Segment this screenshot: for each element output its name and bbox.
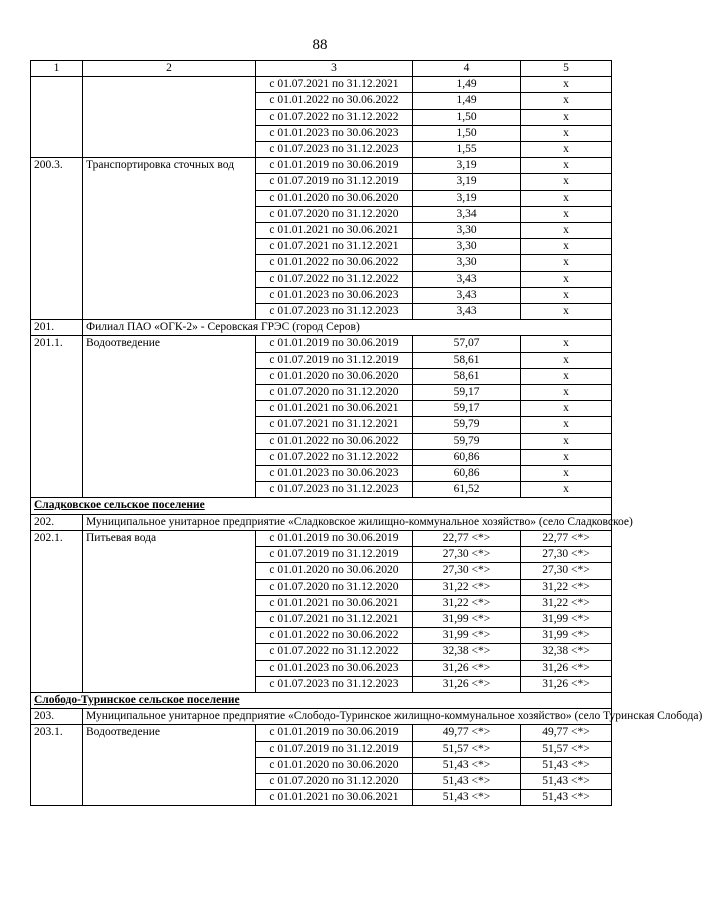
tariff-value-cell: 22,77 <*> [413, 530, 521, 546]
period-cell: с 01.07.2022 по 31.12.2022 [256, 109, 413, 125]
period-cell: с 01.01.2019 по 30.06.2019 [256, 158, 413, 174]
tariff-value-vat-cell: х [521, 368, 612, 384]
tariff-value-cell: 3,30 [413, 255, 521, 271]
period-cell: с 01.01.2019 по 30.06.2019 [256, 336, 413, 352]
section-title: Слободо-Туринское сельское поселение [31, 692, 612, 708]
period-cell: с 01.07.2021 по 31.12.2021 [256, 77, 413, 93]
section-row [31, 692, 612, 708]
row-number: 202.1. [31, 530, 83, 692]
tariff-value-vat-cell: 31,26 <*> [521, 676, 612, 692]
period-cell: с 01.01.2022 по 30.06.2022 [256, 433, 413, 449]
tariff-value-vat-cell: 51,43 <*> [521, 773, 612, 789]
period-cell: с 01.01.2019 по 30.06.2019 [256, 530, 413, 546]
service-name: Питьевая вода [83, 530, 256, 692]
tariff-value-cell: 58,61 [413, 368, 521, 384]
tariff-value-vat-cell: 31,99 <*> [521, 611, 612, 627]
tariff-row [31, 530, 612, 546]
row-number: 201.1. [31, 336, 83, 498]
tariff-value-cell: 3,19 [413, 174, 521, 190]
tariff-value-cell: 31,26 <*> [413, 660, 521, 676]
period-cell: с 01.07.2021 по 31.12.2021 [256, 611, 413, 627]
tariff-value-vat-cell: 51,43 <*> [521, 790, 612, 806]
period-cell: с 01.07.2020 по 31.12.2020 [256, 579, 413, 595]
tariff-value-cell: 1,50 [413, 125, 521, 141]
tariff-value-vat-cell: х [521, 255, 612, 271]
tariff-value-cell: 59,79 [413, 433, 521, 449]
period-cell: с 01.07.2021 по 31.12.2021 [256, 239, 413, 255]
tariff-value-cell: 60,86 [413, 449, 521, 465]
tariff-value-cell: 3,34 [413, 206, 521, 222]
period-cell: с 01.01.2021 по 30.06.2021 [256, 401, 413, 417]
tariff-value-vat-cell: х [521, 174, 612, 190]
period-cell: с 01.07.2022 по 31.12.2022 [256, 271, 413, 287]
tariff-value-vat-cell: 31,99 <*> [521, 628, 612, 644]
period-cell: с 01.01.2022 по 30.06.2022 [256, 628, 413, 644]
period-cell: с 01.01.2022 по 30.06.2022 [256, 93, 413, 109]
organization-name: Муниципальное унитарное предприятие «Слободо-Туринское жилищно-коммунальное хозяйство» (село Туринская Слобода) [83, 709, 612, 725]
column-header: 2 [83, 61, 256, 77]
tariff-value-cell: 1,55 [413, 142, 521, 158]
tariff-value-vat-cell: 51,43 <*> [521, 757, 612, 773]
period-cell: с 01.07.2019 по 31.12.2019 [256, 352, 413, 368]
tariff-value-vat-cell: 22,77 <*> [521, 530, 612, 546]
tariff-table-body [31, 61, 702, 806]
tariff-value-cell: 51,43 <*> [413, 757, 521, 773]
tariff-value-cell: 58,61 [413, 352, 521, 368]
tariff-value-cell: 3,43 [413, 304, 521, 320]
tariff-value-cell: 31,99 <*> [413, 628, 521, 644]
period-cell: с 01.07.2019 по 31.12.2019 [256, 174, 413, 190]
tariff-value-vat-cell: 49,77 <*> [521, 725, 612, 741]
tariff-value-vat-cell: 51,57 <*> [521, 741, 612, 757]
tariff-value-vat-cell: 27,30 <*> [521, 563, 612, 579]
tariff-value-vat-cell: х [521, 158, 612, 174]
tariff-value-cell: 57,07 [413, 336, 521, 352]
period-cell: с 01.01.2023 по 30.06.2023 [256, 125, 413, 141]
organization-row [31, 320, 612, 336]
period-cell: с 01.07.2019 по 31.12.2019 [256, 741, 413, 757]
column-header: 5 [521, 61, 612, 77]
tariff-value-vat-cell: 31,26 <*> [521, 660, 612, 676]
tariff-value-cell: 49,77 <*> [413, 725, 521, 741]
tariff-value-cell: 51,43 <*> [413, 790, 521, 806]
tariff-value-vat-cell: 32,38 <*> [521, 644, 612, 660]
tariff-value-cell: 27,30 <*> [413, 563, 521, 579]
tariff-value-cell: 3,19 [413, 158, 521, 174]
tariff-value-cell: 31,22 <*> [413, 579, 521, 595]
tariff-value-vat-cell: х [521, 206, 612, 222]
tariff-value-vat-cell: х [521, 417, 612, 433]
organization-name: Филиал ПАО «ОГК-2» - Серовская ГРЭС (город Серов) [83, 320, 612, 336]
tariff-value-vat-cell: х [521, 466, 612, 482]
tariff-table [30, 60, 702, 806]
period-cell: с 01.07.2022 по 31.12.2022 [256, 449, 413, 465]
tariff-value-vat-cell: 31,22 <*> [521, 579, 612, 595]
period-cell: с 01.01.2021 по 30.06.2021 [256, 595, 413, 611]
tariff-value-vat-cell: х [521, 109, 612, 125]
period-cell: с 01.01.2021 по 30.06.2021 [256, 790, 413, 806]
column-header: 4 [413, 61, 521, 77]
tariff-row [31, 336, 612, 352]
tariff-row [31, 725, 612, 741]
tariff-value-cell: 60,86 [413, 466, 521, 482]
tariff-value-vat-cell: 31,22 <*> [521, 595, 612, 611]
tariff-value-cell: 59,17 [413, 401, 521, 417]
tariff-row [31, 158, 612, 174]
tariff-value-cell: 61,52 [413, 482, 521, 498]
period-cell: с 01.07.2023 по 31.12.2023 [256, 676, 413, 692]
tariff-value-vat-cell: х [521, 449, 612, 465]
row-number: 203.1. [31, 725, 83, 806]
tariff-value-vat-cell: х [521, 287, 612, 303]
tariff-value-cell: 3,19 [413, 190, 521, 206]
tariff-value-cell: 51,43 <*> [413, 773, 521, 789]
tariff-value-cell: 1,50 [413, 109, 521, 125]
tariff-value-cell: 32,38 <*> [413, 644, 521, 660]
period-cell: с 01.01.2023 по 30.06.2023 [256, 466, 413, 482]
tariff-value-cell: 1,49 [413, 77, 521, 93]
tariff-value-cell: 3,30 [413, 239, 521, 255]
organization-name: Муниципальное унитарное предприятие «Сладковское жилищно-коммунальное хозяйство» (село Сладковское) [83, 514, 612, 530]
tariff-value-cell: 31,99 <*> [413, 611, 521, 627]
period-cell: с 01.07.2021 по 31.12.2021 [256, 417, 413, 433]
period-cell: с 01.01.2023 по 30.06.2023 [256, 660, 413, 676]
tariff-value-vat-cell: х [521, 190, 612, 206]
tariff-value-cell: 3,43 [413, 287, 521, 303]
tariff-value-vat-cell: х [521, 93, 612, 109]
tariff-value-vat-cell: х [521, 385, 612, 401]
period-cell: с 01.01.2020 по 30.06.2020 [256, 368, 413, 384]
column-header-row [31, 61, 612, 77]
organization-row [31, 709, 612, 725]
period-cell: с 01.01.2023 по 30.06.2023 [256, 287, 413, 303]
section-title: Сладковское сельское поселение [31, 498, 612, 514]
period-cell: с 01.07.2022 по 31.12.2022 [256, 644, 413, 660]
tariff-value-vat-cell: 27,30 <*> [521, 547, 612, 563]
service-name [83, 77, 256, 158]
tariff-value-vat-cell: х [521, 223, 612, 239]
period-cell: с 01.01.2021 по 30.06.2021 [256, 223, 413, 239]
period-cell: с 01.01.2022 по 30.06.2022 [256, 255, 413, 271]
tariff-value-vat-cell: х [521, 142, 612, 158]
tariff-row [31, 77, 612, 93]
row-number: 200.3. [31, 158, 83, 320]
tariff-value-vat-cell: х [521, 125, 612, 141]
tariff-value-cell: 3,30 [413, 223, 521, 239]
period-cell: с 01.07.2019 по 31.12.2019 [256, 547, 413, 563]
tariff-value-cell: 1,49 [413, 93, 521, 109]
period-cell: с 01.01.2019 по 30.06.2019 [256, 725, 413, 741]
organization-number: 203. [31, 709, 83, 725]
service-name: Водоотведение [83, 336, 256, 498]
tariff-value-vat-cell: х [521, 352, 612, 368]
period-cell: с 01.01.2020 по 30.06.2020 [256, 563, 413, 579]
period-cell: с 01.01.2020 по 30.06.2020 [256, 757, 413, 773]
organization-number: 201. [31, 320, 83, 336]
tariff-value-cell: 59,17 [413, 385, 521, 401]
tariff-value-vat-cell: х [521, 401, 612, 417]
tariff-value-cell: 31,26 <*> [413, 676, 521, 692]
period-cell: с 01.07.2020 по 31.12.2020 [256, 206, 413, 222]
tariff-value-vat-cell: х [521, 239, 612, 255]
period-cell: с 01.07.2023 по 31.12.2023 [256, 142, 413, 158]
tariff-value-vat-cell: х [521, 77, 612, 93]
tariff-value-cell: 59,79 [413, 417, 521, 433]
period-cell: с 01.01.2020 по 30.06.2020 [256, 190, 413, 206]
tariff-value-cell: 51,57 <*> [413, 741, 521, 757]
column-header: 1 [31, 61, 83, 77]
tariff-value-vat-cell: х [521, 336, 612, 352]
service-name: Водоотведение [83, 725, 256, 806]
tariff-value-cell: 27,30 <*> [413, 547, 521, 563]
organization-number: 202. [31, 514, 83, 530]
tariff-value-vat-cell: х [521, 482, 612, 498]
tariff-value-cell: 31,22 <*> [413, 595, 521, 611]
organization-row [31, 514, 612, 530]
tariff-value-vat-cell: х [521, 433, 612, 449]
period-cell: с 01.07.2020 по 31.12.2020 [256, 773, 413, 789]
period-cell: с 01.07.2020 по 31.12.2020 [256, 385, 413, 401]
page-number: 88 [312, 37, 328, 53]
tariff-value-vat-cell: х [521, 304, 612, 320]
period-cell: с 01.07.2023 по 31.12.2023 [256, 482, 413, 498]
tariff-value-cell: 3,43 [413, 271, 521, 287]
period-cell: с 01.07.2023 по 31.12.2023 [256, 304, 413, 320]
tariff-value-vat-cell: х [521, 271, 612, 287]
service-name: Транспортировка сточных вод [83, 158, 256, 320]
row-number [31, 77, 83, 158]
section-row [31, 498, 612, 514]
column-header: 3 [256, 61, 413, 77]
